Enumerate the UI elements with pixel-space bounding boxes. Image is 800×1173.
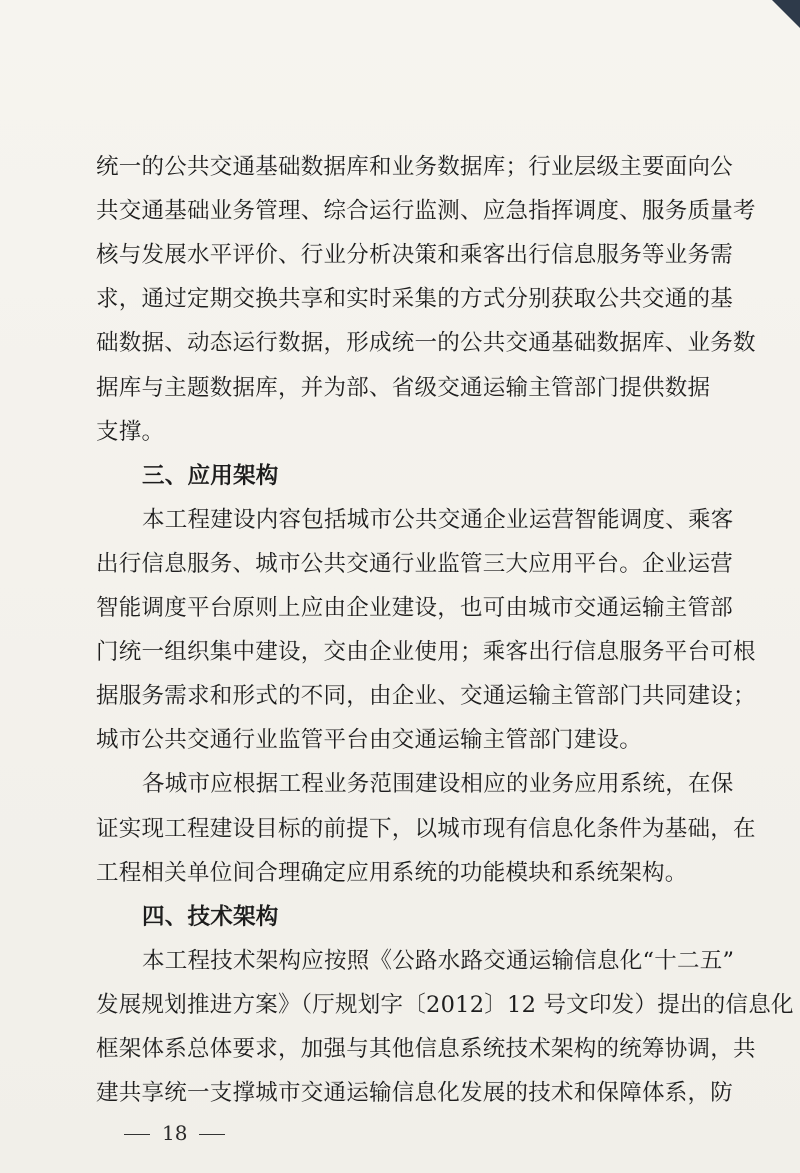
text-line: 本工程技术架构应按照《公路水路交通运输信息化“十二五” [142,947,735,974]
text-line: 证实现工程建设目标的前提下，以城市现有信息化条件为基础，在 [96,815,756,842]
text-line: 发展规划推进方案》（厅规划字〔2012〕12 号文印发）提出的信息化 [96,991,794,1018]
page-corner-mark [772,0,800,28]
text-line: 本工程建设内容包括城市公共交通企业运营智能调度、乘客 [142,506,734,533]
text-line: 工程相关单位间合理确定应用系统的功能模块和系统架构。 [96,859,688,886]
text-line: 求，通过定期交换共享和实时采集的方式分别获取公共交通的基 [96,286,734,313]
page-number-dash-left [124,1134,150,1135]
text-line: 框架体系总体要求，加强与其他信息系统技术架构的统筹协调，共 [96,1036,756,1062]
text-line: 智能调度平台原则上应由企业建设，也可由城市交通运输主管部 [96,595,734,621]
text-line: 础数据、动态运行数据，形成统一的公共交通基础数据库、业务数 [96,330,756,357]
page-number [112,1120,237,1146]
page-number-dash-right [199,1134,225,1135]
text-line: 城市公共交通行业监管平台由交通运输主管部门建设。 [96,727,643,754]
text-line: 支撑。 [96,418,165,445]
text-line: 出行信息服务、城市公共交通行业监管三大应用平台。企业运营 [96,550,734,577]
text-line: 据服务需求和形式的不同，由企业、交通运输主管部门共同建设； [96,683,756,710]
text-line: 据库与主题数据库，并为部、省级交通运输主管部门提供数据 [96,374,711,401]
text-line: 共交通基础业务管理、综合运行监测、应急指挥调度、服务质量考 [96,198,756,225]
text-line: 各城市应根据工程业务范围建设相应的业务应用系统，在保 [142,771,734,798]
text-line: 核与发展水平评价、行业分析决策和乘客出行信息服务等业务需 [96,242,734,269]
page-number-value: 18 [162,1121,188,1145]
section-heading: 四、技术架构 [142,903,279,930]
text-line: 门统一组织集中建设，交由企业使用；乘客出行信息服务平台可根 [96,639,756,666]
text-line: 建共享统一支撑城市交通运输信息化发展的技术和保障体系，防 [96,1080,734,1107]
section-heading: 三、应用架构 [142,462,279,489]
text-line: 统一的公共交通基础数据库和业务数据库；行业层级主要面向公 [96,154,734,180]
